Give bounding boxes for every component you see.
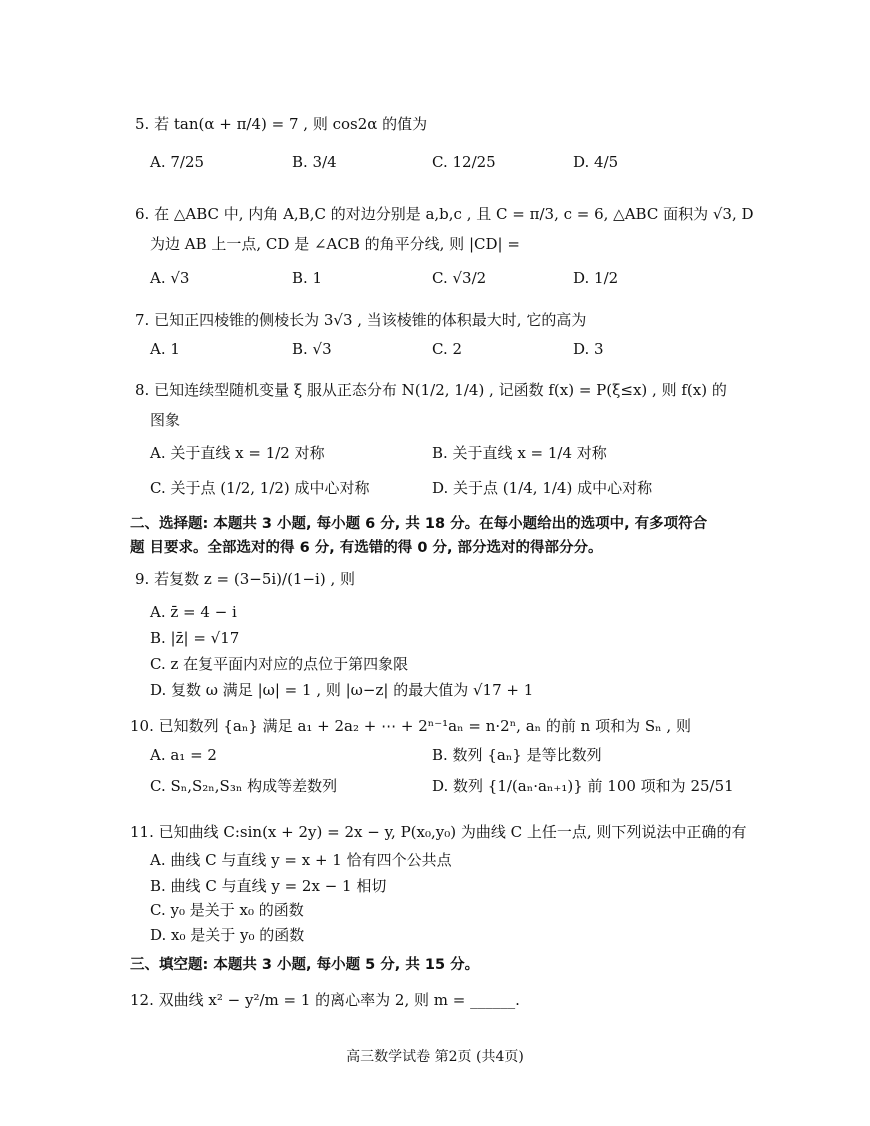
question-9-option-d: D. 复数 ω 满足 |ω| = 1 , 则 |ω−z| 的最大值为 √17 + 1 [150, 681, 534, 699]
question-5-option-d: D. 4/5 [573, 153, 619, 171]
question-11-option-a: A. 曲线 C 与直线 y = x + 1 恰有四个公共点 [150, 851, 452, 869]
question-12-stem: 12. 双曲线 x² − y²/m = 1 的离心率为 2, 则 m = ______. [130, 991, 520, 1009]
question-8-stem-line2: 图象 [150, 411, 181, 429]
page-footer: 高三数学试卷 第2页 (共4页) [346, 1049, 524, 1065]
question-10-option-b: B. 数列 {aₙ} 是等比数列 [432, 746, 602, 764]
question-8-option-c: C. 关于点 (1/2, 1/2) 成中心对称 [150, 479, 370, 497]
question-7-option-d: D. 3 [573, 340, 604, 358]
question-9-option-a: A. z̄ = 4 − i [150, 603, 237, 621]
question-6-option-c: C. √3/2 [432, 269, 487, 287]
question-6-stem-line1: 6. 在 △ABC 中, 内角 A,B,C 的对边分别是 a,b,c , 且 C = π/3, c = 6, △ABC 面积为 √3, D [135, 205, 754, 223]
question-10-option-a: A. a₁ = 2 [150, 746, 217, 764]
question-5-option-c: C. 12/25 [432, 153, 496, 171]
question-5-option-a: A. 7/25 [150, 153, 205, 171]
question-6-option-a: A. √3 [150, 269, 190, 287]
question-7-option-a: A. 1 [150, 340, 180, 358]
question-6-stem-line2: 为边 AB 上一点, CD 是 ∠ACB 的角平分线, 则 |CD| = [150, 235, 520, 253]
question-11-stem: 11. 已知曲线 C:sin(x + 2y) = 2x − y, P(x₀,y₀) 为曲线 C 上任一点, 则下列说法中正确的有 [130, 823, 747, 841]
question-11-option-b: B. 曲线 C 与直线 y = 2x − 1 相切 [150, 877, 387, 895]
question-6-option-b: B. 1 [292, 269, 323, 287]
question-10-option-c: C. Sₙ,S₂ₙ,S₃ₙ 构成等差数列 [150, 777, 338, 795]
question-9-stem: 9. 若复数 z = (3−5i)/(1−i) , 则 [135, 570, 355, 588]
question-5-stem: 5. 若 tan(α + π/4) = 7 , 则 cos2α 的值为 [135, 115, 428, 133]
question-8-option-a: A. 关于直线 x = 1/2 对称 [150, 444, 325, 462]
question-11-option-d: D. x₀ 是关于 y₀ 的函数 [150, 926, 305, 944]
question-9-option-c: C. z 在复平面内对应的点位于第四象限 [150, 655, 409, 673]
section-3-heading: 三、填空题: 本题共 3 小题, 每小题 5 分, 共 15 分。 [130, 957, 480, 973]
question-7-stem: 7. 已知正四棱锥的侧棱长为 3√3 , 当该棱锥的体积最大时, 它的高为 [135, 311, 587, 329]
question-8-option-d: D. 关于点 (1/4, 1/4) 成中心对称 [432, 479, 653, 497]
section-2-heading: 二、选择题: 本题共 3 小题, 每小题 6 分, 共 18 分。在每小题给出的选项中, 有多项符合 [130, 516, 708, 532]
question-7-option-b: B. √3 [292, 340, 332, 358]
question-8-stem-line1: 8. 已知连续型随机变量 ξ 服从正态分布 N(1/2, 1/4) , 记函数 f(x) = P(ξ≤x) , 则 f(x) 的 [135, 381, 727, 399]
question-10-stem: 10. 已知数列 {aₙ} 满足 a₁ + 2a₂ + ⋯ + 2ⁿ⁻¹aₙ = n·2ⁿ, aₙ 的前 n 项和为 Sₙ , 则 [130, 717, 691, 735]
question-5-option-b: B. 3/4 [292, 153, 337, 171]
question-9-option-b: B. |z̄| = √17 [150, 629, 240, 647]
question-7-option-c: C. 2 [432, 340, 463, 358]
question-6-option-d: D. 1/2 [573, 269, 619, 287]
question-11-option-c: C. y₀ 是关于 x₀ 的函数 [150, 901, 304, 919]
section-2-instructions: 题 目要求。全部选对的得 6 分, 有选错的得 0 分, 部分选对的得部分分。 [130, 540, 603, 556]
question-8-option-b: B. 关于直线 x = 1/4 对称 [432, 444, 607, 462]
question-10-option-d: D. 数列 {1/(aₙ·aₙ₊₁)} 前 100 项和为 25/51 [432, 777, 734, 795]
